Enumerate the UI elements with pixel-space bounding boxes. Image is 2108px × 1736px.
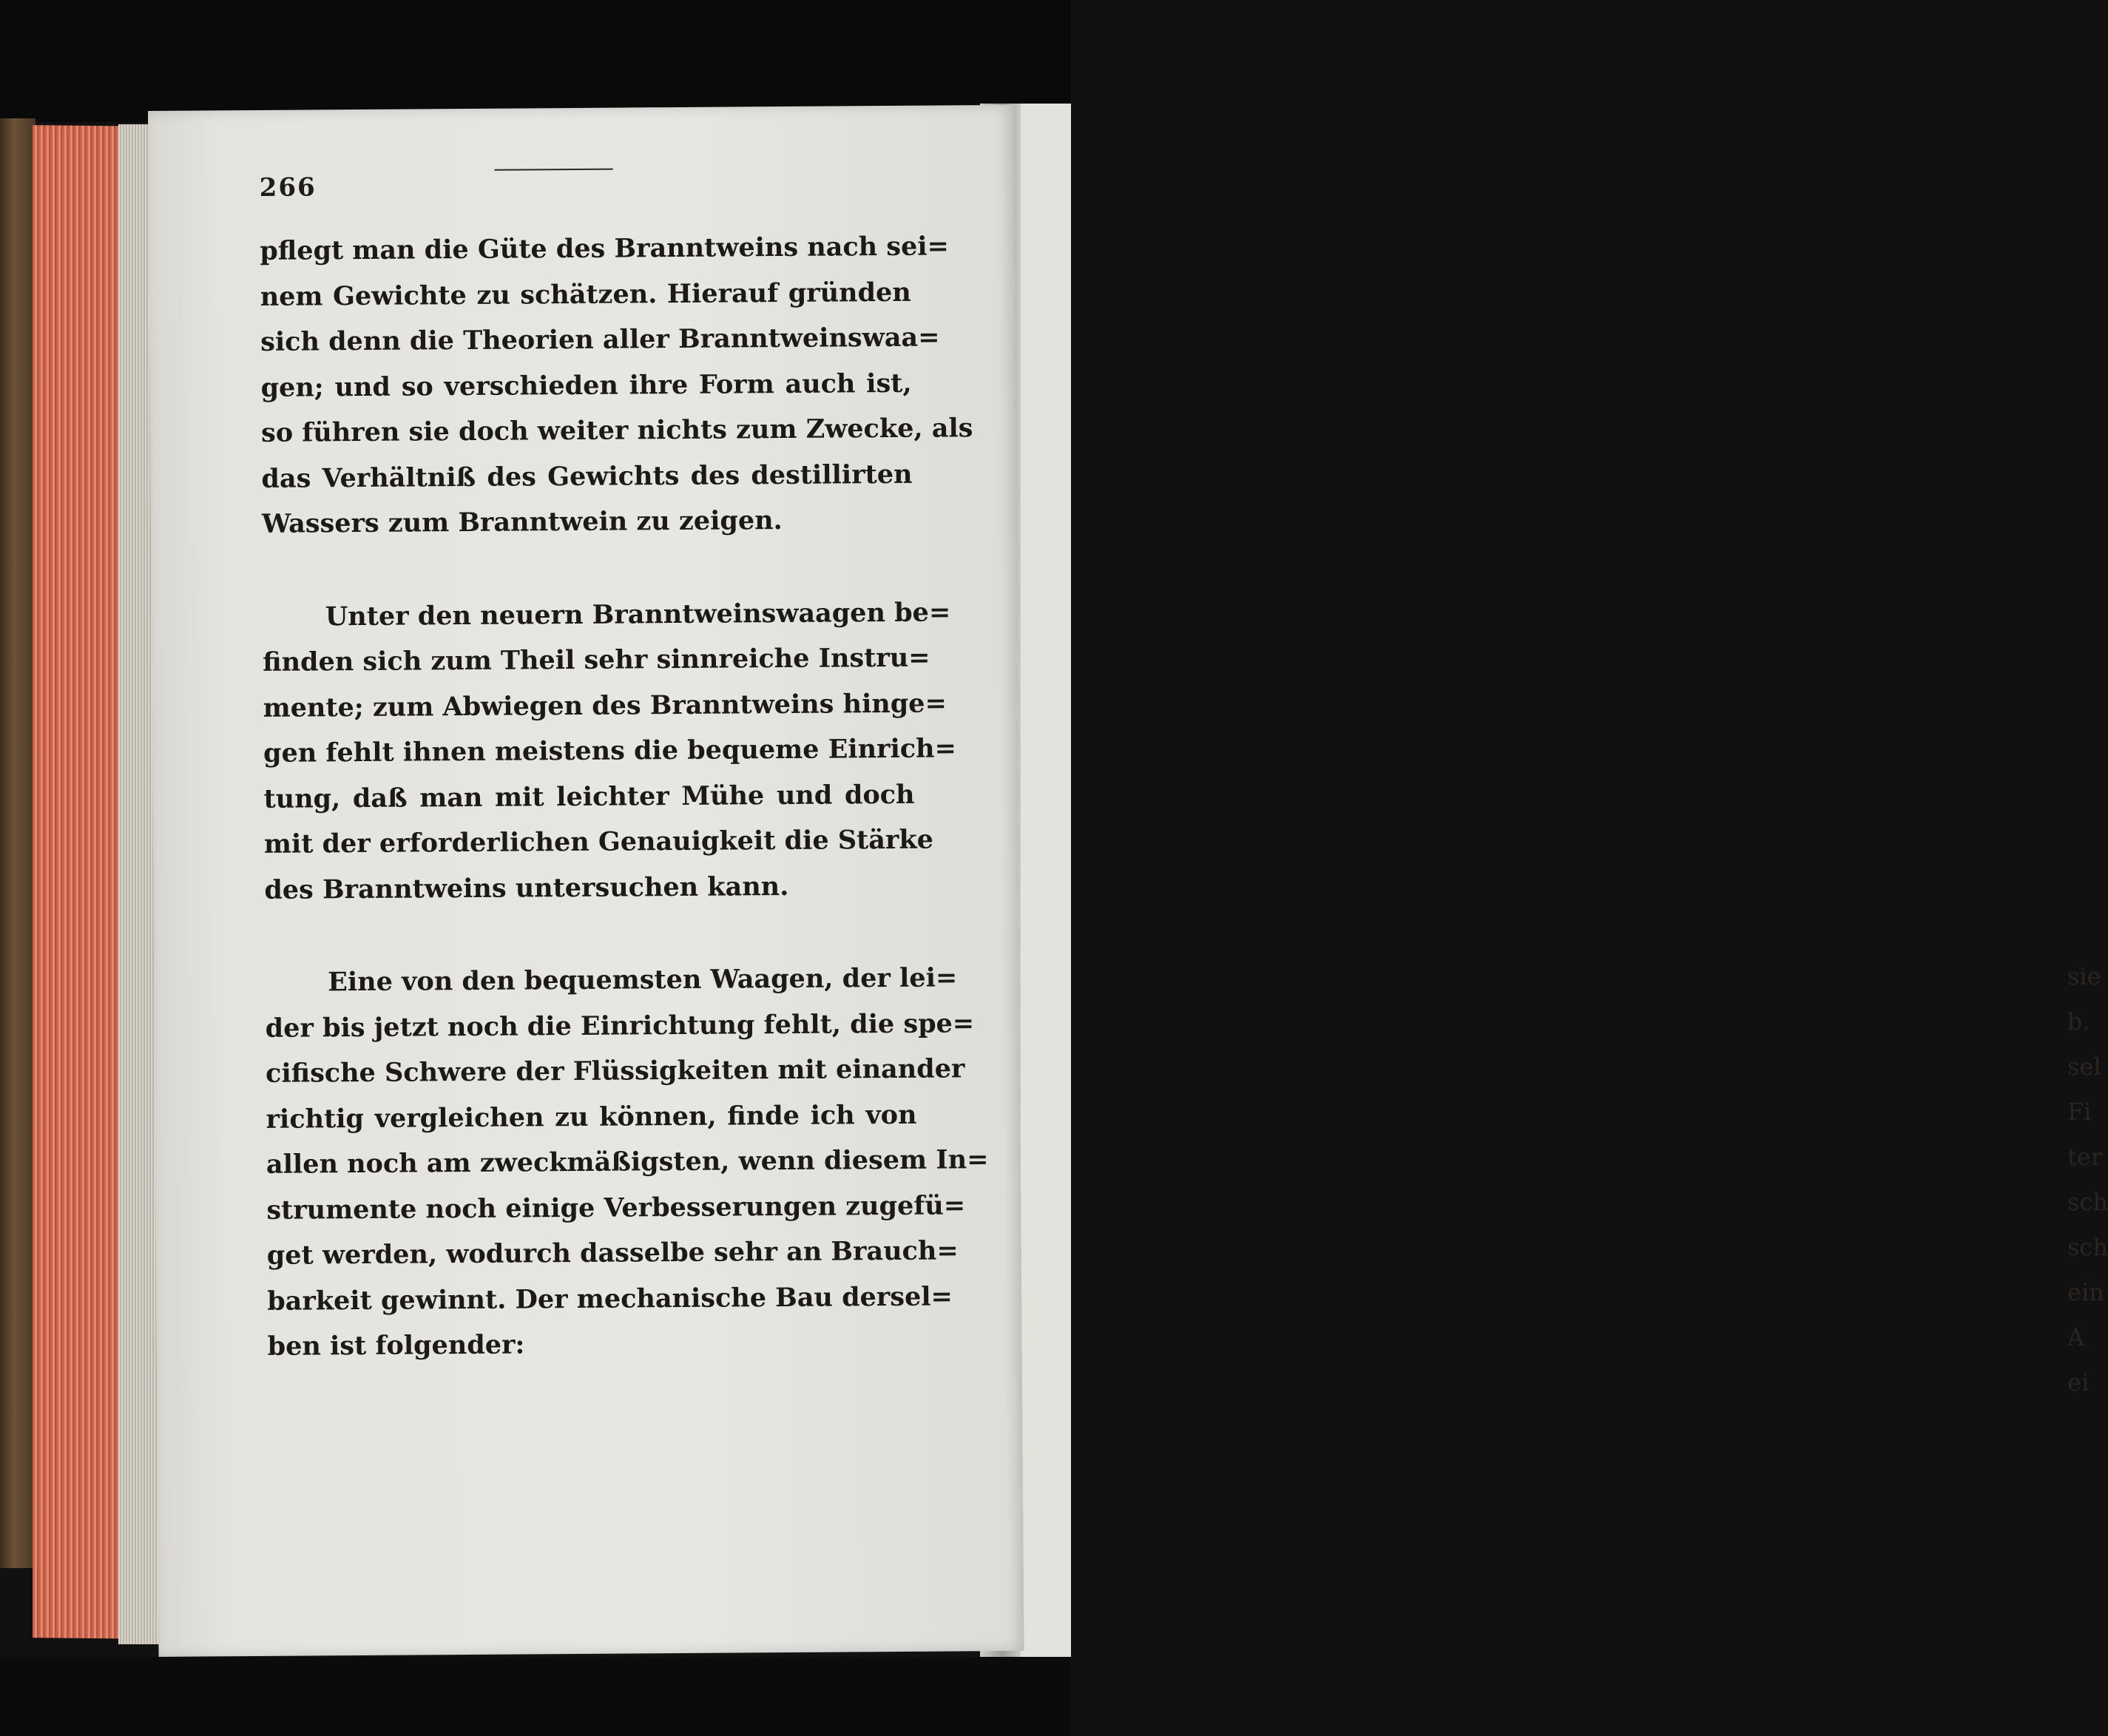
facing-page-fragment: b. xyxy=(2067,1007,2090,1036)
paragraph-1 xyxy=(260,224,973,547)
text-line: mente; zum Abwiegen des Branntweins hinge= xyxy=(263,687,947,723)
text-line: Unter den neuern Branntweinswaagen be= xyxy=(325,596,951,632)
dark-background-top xyxy=(0,0,1071,122)
paragraph-3 xyxy=(265,956,989,1370)
facing-page-fragment: sch xyxy=(2067,1233,2108,1261)
text-line: das Verhältniß des Gewichts des destillirten xyxy=(261,459,913,494)
text-line: sich denn die Theorien aller Branntweinswaa= xyxy=(260,322,940,357)
text-line: mit der erforderlichen Genauigkeit die Stärke xyxy=(263,824,934,859)
facing-page-fragment: A xyxy=(2067,1323,2085,1351)
text-line: barkeit gewinnt. Der mechanische Bau dersel= xyxy=(267,1280,953,1317)
paragraph-2 xyxy=(263,590,957,913)
dark-background-bottom xyxy=(0,1657,1071,1736)
text-line: gen; und so verschieden ihre Form auch ist, xyxy=(260,368,912,403)
facing-page-fragment: Fi xyxy=(2067,1098,2092,1126)
facing-page-fragment: ein xyxy=(2067,1278,2104,1306)
text-line: Eine von den bequemsten Waagen, der lei= xyxy=(328,962,958,998)
facing-page-fragment: sch xyxy=(2067,1188,2108,1216)
text-line: finden sich zum Theil sehr sinnreiche Instru= xyxy=(263,642,930,678)
header-rule xyxy=(495,169,613,171)
facing-page-fragment: sie xyxy=(2067,962,2101,990)
page-body xyxy=(260,224,989,1417)
text-line: so führen sie doch weiter nichts zum Zwecke, als xyxy=(260,413,973,448)
text-line: Wassers zum Branntwein zu zeigen. xyxy=(261,505,783,539)
facing-page-fragment: sel xyxy=(2067,1053,2101,1081)
text-line: ben ist folgender: xyxy=(267,1329,525,1362)
text-line: allen noch am zweckmäßigsten, wenn diesem In= xyxy=(266,1144,989,1180)
text-line: gen fehlt ihnen meistens die bequeme Einrich= xyxy=(263,733,957,769)
text-line: get werden, wodurch dasselbe sehr an Brauch= xyxy=(266,1235,959,1271)
text-line: nem Gewichte zu schätzen. Hierauf gründen xyxy=(260,277,911,312)
text-line: cifische Schwere der Flüssigkeiten mit einander xyxy=(265,1053,965,1089)
book-spine xyxy=(0,118,36,1568)
text-line: strumente noch einige Verbesserungen zugefü= xyxy=(266,1189,966,1226)
page-number: 266 xyxy=(259,172,317,203)
text-line: pflegt man die Güte des Branntweins nach sei= xyxy=(260,231,950,266)
text-line: des Branntweins untersuchen kann. xyxy=(264,871,789,905)
book-page xyxy=(148,105,1024,1657)
text-line: richtig vergleichen zu können, finde ich von xyxy=(266,1099,917,1135)
facing-page-fragment: ei xyxy=(2067,1368,2090,1396)
facing-page-text xyxy=(2067,954,2108,1405)
text-line: tung, daß man mit leichter Mühe und doch xyxy=(263,779,915,814)
text-line: der bis jetzt noch die Einrichtung fehlt, die spe= xyxy=(265,1007,975,1044)
facing-page-fragment: ter xyxy=(2067,1143,2103,1171)
facing-page xyxy=(1021,104,2108,1657)
